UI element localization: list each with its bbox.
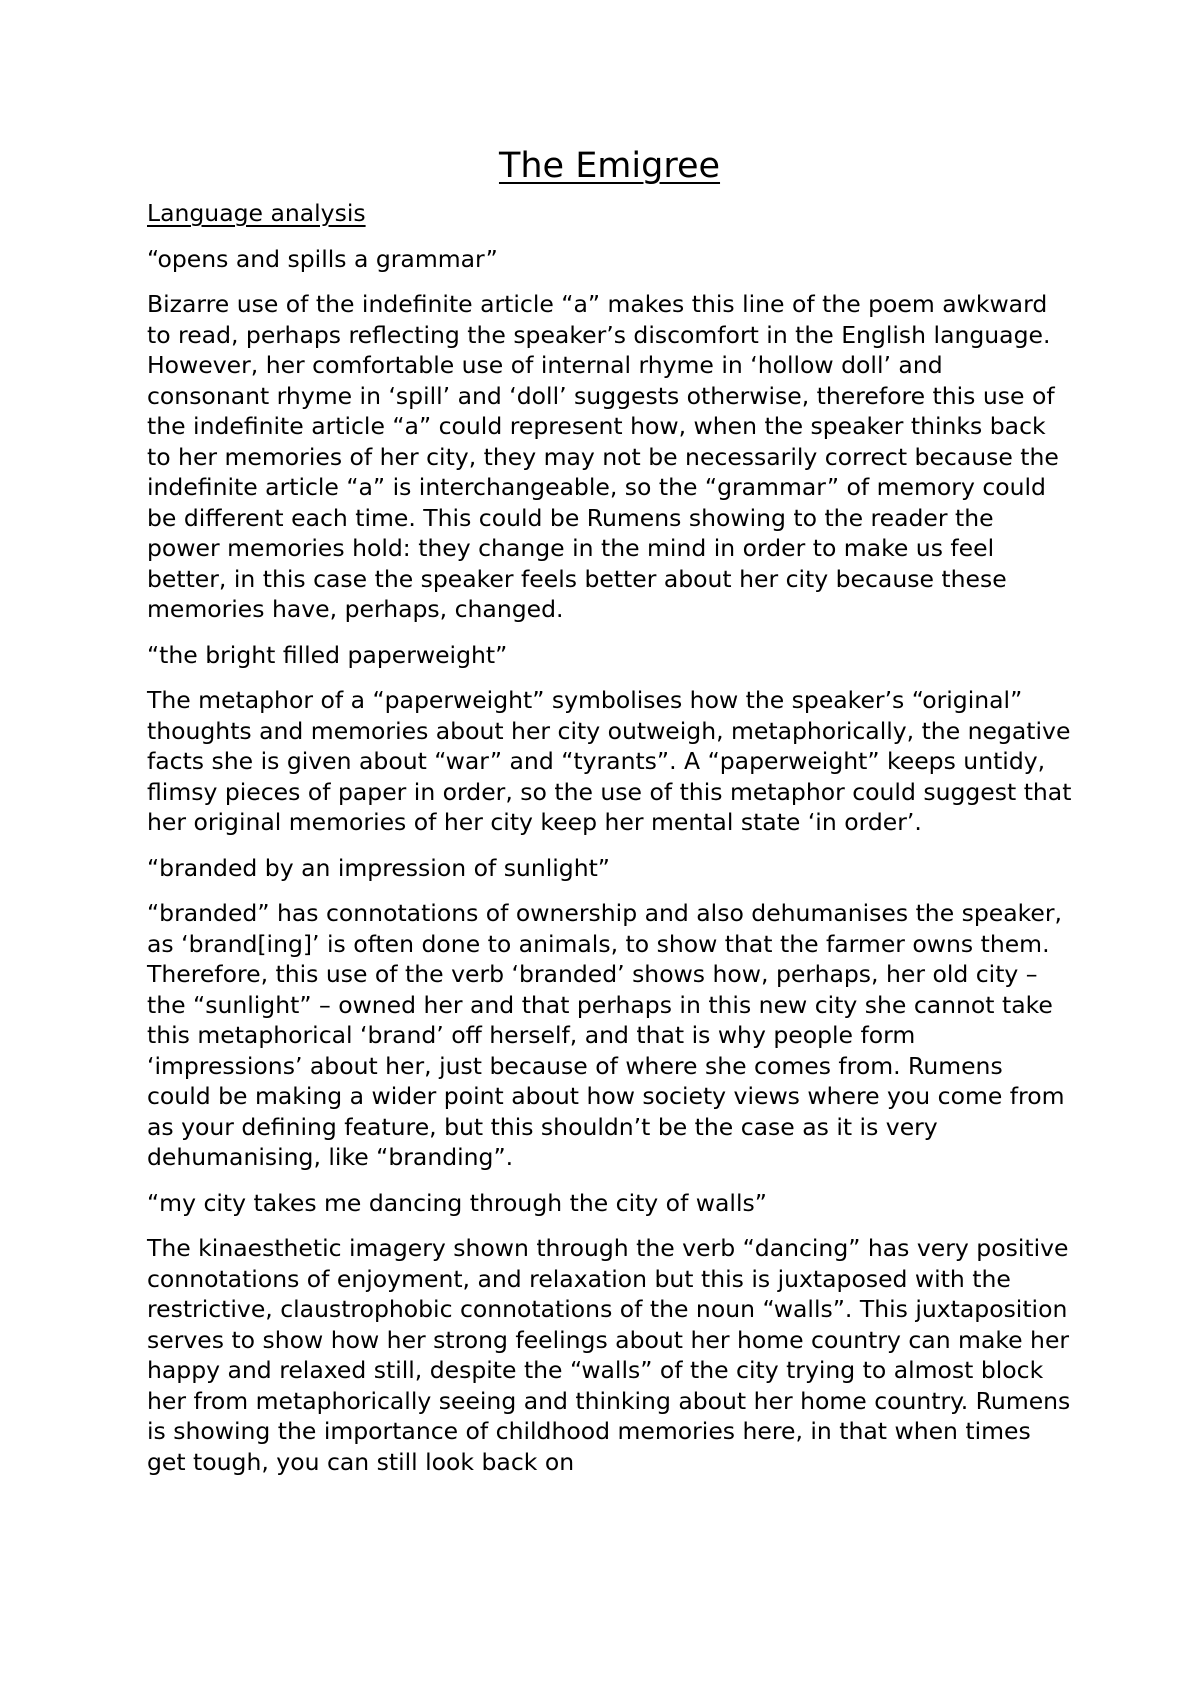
analysis-paragraph-4: The kinaesthetic imagery shown through the verb “dancing” has very positive connotations of enjoyment, and relaxation but this is juxtaposed with the restrictive, claustrophobic connotations of the noun “walls”. This juxtaposition serves to show how her strong feelings about her home country can make her happy and relaxed still, despite the “walls” of the city trying to almost block her from metaphorically seeing and thinking about her home country. Rumens is showing the importance of childhood memories here, in that when times get tough, you can still look back on <box>147 1234 1071 1476</box>
quote-2: “the bright filled paperweight” <box>147 640 508 669</box>
analysis-paragraph-2: The metaphor of a “paperweight” symbolises how the speaker’s “original” thoughts and memories about her city outweigh, metaphorically, the negative facts she is given about “war” and “tyrants”. A “paperweight” keeps untidy, flimsy pieces of paper in order, so the use of this metaphor could suggest that her original memories of her city keep her mental state ‘in order’. <box>147 686 1072 836</box>
quote-3: “branded by an impression of sunlight” <box>147 853 610 882</box>
section-heading: Language analysis <box>147 199 366 227</box>
quote-4: “my city takes me dancing through the city of walls” <box>147 1188 767 1217</box>
quote-1: “opens and spills a grammar” <box>147 244 498 273</box>
analysis-paragraph-3: “branded” has connotations of ownership and also dehumanises the speaker, as ‘brand[ing]’ is often done to animals, to show that the farmer owns them. Therefore, this use of the verb ‘branded’ shows how, perhaps, her old city – the “sunlight” – owned her and that perhaps in this new city she cannot take this metaphorical ‘brand’ off herself, and that is why people form ‘impressions’ about her, just because of where she comes from. Rumens could be making a wider point about how society views where you come from as your defining feature, but this shouldn’t be the case as it is very dehumanising, like “branding”. <box>147 899 1065 1171</box>
document-title: The Emigree <box>498 146 721 186</box>
document-page <box>147 140 1072 1492</box>
analysis-paragraph-1: Bizarre use of the indefinite article “a” makes this line of the poem awkward to read, perhaps reflecting the speaker’s discomfort in the English language. However, her comfortable use of internal rhyme in ‘hollow doll’ and consonant rhyme in ‘spill’ and ‘doll’ suggests otherwise, therefore this use of the indefinite article “a” could represent how, when the speaker thinks back to her memories of her city, they may not be necessarily correct because the indefinite article “a” is interchangeable, so the “grammar” of memory could be different each time. This could be Rumens showing to the reader the power memories hold: they change in the mind in order to make us feel better, in this case the speaker feels better about her city because these memories have, perhaps, changed. <box>147 290 1059 623</box>
